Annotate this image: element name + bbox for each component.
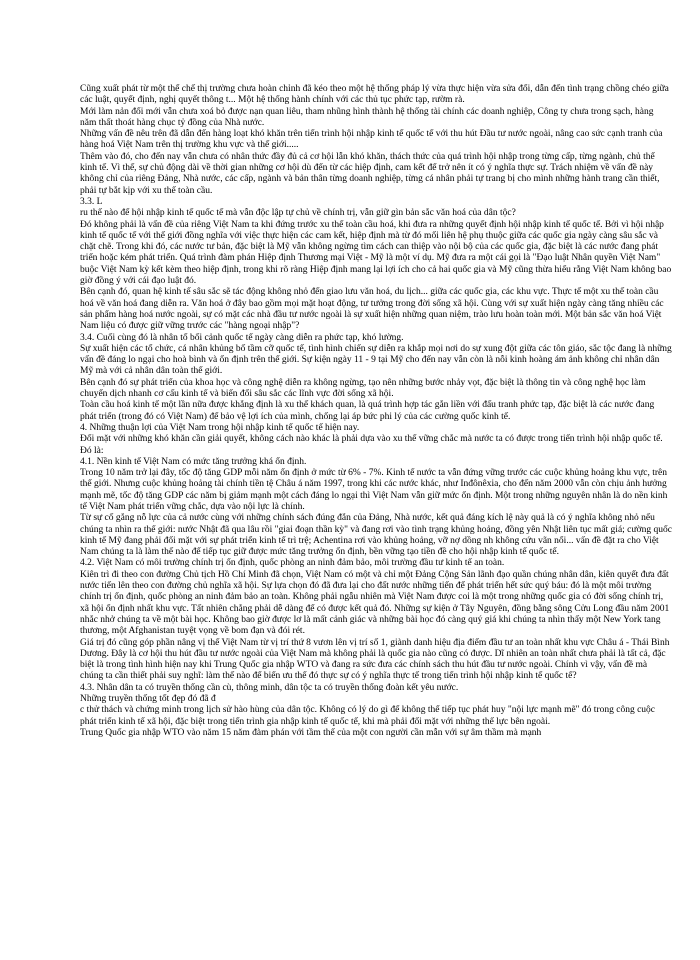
paragraph-6: Đó không phải là vấn đề của riêng Việt Nam ta khi đứng trước xu thế toàn cầu hoá, khi đưa ra những quyết định hội nhập kinh tế quốc tế. Bởi vì hội nhập kinh tế quốc tế với thế giới đồng nghĩa với việc thực hiện các cam kết, hiệp định mà từ đó mối liên hệ phụ thuộc giữa các quốc gia ngày càng sâu sắc và chặt chẽ. Trong khi đó, các nước tư bản, đặc biệt là Mỹ vẫn không ngừng tìm cách can thiệp vào nội bộ của các quốc gia, đặc biệt là các nước đang phát triển hoặc kém phát triển. Quá trình đàm phán Hiệp định Thương mại Việt - Mỹ là một ví dụ. Mỹ đưa ra một cái gọi là "Đạo luật Nhân quyền Việt Nam" buộc Việt Nam kỳ kết kèm theo hiệp định, trong khi rõ ràng Hiệp định mang lại lợi ích cho cả hai quốc gia và Mỹ cũng thừa hiểu rằng Việt Nam không bao giờ đồng ý với cái đạo luật đó.	[80, 219, 672, 287]
paragraph-2: Mới làm nản đối mới vẫn chưa xoá bỏ được nạn quan liêu, tham nhũng hình thành hệ thống tài chính các doanh nghiệp, Công ty chưa trong sạch, hàng năm thất thoát hàng chục tỷ đồng của Nhà nước.	[80, 106, 654, 128]
paragraph-10: Toàn cầu hoá kinh tế một lần nữa được khẳng định là xu thế khách quan, là quá trình hợp tác gắn liền với đấu tranh phức tạp, đặc biệt là các nước đang phát triển (trong đó có Việt Nam) để bảo vệ lợi ích của mình, chống lại áp bức phi lý của các cường quốc kinh tế.	[80, 400, 655, 422]
section-heading-4-3: 4.3. Nhân dân ta có truyền thống cần cù, thông minh, dân tộc ta có truyền thống đoàn kết yêu nước.	[80, 682, 459, 693]
paragraph-1: Cũng xuất phát từ một thể chế thị trường chưa hoàn chỉnh đã kéo theo một hệ thống pháp lý vừa thực hiện vừa sửa đổi, dẫn đến tình trạng chồng chéo giữa các luật, quyết định, nghị quyết thông t... Một hệ thống hành chính với các thủ tục phức tạp, rườm rà.	[80, 84, 669, 106]
paragraph-16: Những truyền thống tốt đẹp đó đã đ	[80, 694, 216, 705]
paragraph-9: Bên cạnh đó sự phát triển của khoa học và công nghệ diễn ra không ngừng, tạo nên những bước nhảy vọt, đặc biệt là thông tin và công nghệ học làm chuyển dịch nhanh cơ cấu kinh tế và biến đổi sâu sắc các lĩnh vực đời sống xã hội.	[80, 377, 646, 400]
paragraph-3: Những vấn đề nêu trên đã dẫn đến hàng loạt khó khăn trên tiến trình hội nhập kinh tế quốc tế với thu hút Đầu tư nước ngoài, nâng cao sức cạnh tranh của hàng hoá Việt Nam trên thị trường khu vực và thế giới.....	[80, 129, 663, 151]
section-heading-4: 4. Những thuận lợi của Việt Nam trong hội nhập kinh tế quốc tế hiện nay.	[80, 422, 360, 433]
paragraph-12: Trong 10 năm trở lại đây, tốc độ tăng GDP mỗi năm ổn định ở mức từ 6% - 7%. Kinh tế nước ta vẫn đứng vững trước các cuộc khủng hoảng khu vực, trên thế giới. Nhưng cuộc khủng hoảng tài chính tiền tệ Châu á năm 1997, trong khi các nước khác, như Inđônêxia, cho đến năm 2000 vẫn còn chịu ảnh hưởng mạnh mẽ, tốc độ tăng GDP các năm bị giảm mạnh một cách đáng lo ngại thì Việt Nam vẫn giữ mức ổn định. Một trong những nguyên nhân là do nền kinh tế Việt Nam phát triển vững chắc, dựa vào nội lực là chính.	[80, 468, 668, 512]
paragraph-8: Sự xuất hiện các tổ chức, cá nhân khủng bố tầm cỡ quốc tế, tình hình chiến sự diễn ra khắp mọi nơi do sự xung đột giữa các tôn giáo, sắc tộc đang là những vấn đề đáng lo ngại cho hoà bình và ổn định trên thế giới. Sự kiện ngày 11 - 9 tại Mỹ cho đến nay vẫn còn là nỗi kinh hoàng ám ảnh không chỉ nhân dân Mỹ mà với cả nhân dân toàn thế giới.	[80, 343, 672, 377]
paragraph-18: Trung Quốc gia nhập WTO vào năm 15 năm đàm phán với tầm thế của một con người cần mẫn với sự âm thầm mà mạnh	[80, 727, 542, 738]
paragraph-7: Bên cạnh đó, quan hệ kinh tế sâu sắc sẽ tác động không nhỏ đến giao lưu văn hoá, du lịch... giữa các quốc gia, các khu vực. Thực tế một xu thế toàn cầu hoá về văn hoá đang diễn ra. Văn hoá ở đây bao gồm mọi mặt hoạt động, tư tưởng trong đời sống xã hội. Cùng với sự xuất hiện ngày càng tăng nhiều các sản phẩm hàng hoá nước ngoài, sự có mặt các nhà đầu tư nước ngoài là sự xuất hiện những quan niệm, trào lưu hoàn toàn mới. Một bản sắc văn hoá Việt Nam liệu có được giữ vững trước các "hàng ngoại nhập"?	[80, 287, 664, 332]
paragraph-13: Từ sự cố gắng nỗ lực của cả nước cùng với những chính sách đúng đắn của Đảng, Nhà nước, kết quả đáng kích lệ này quả là có ý nghĩa không nhỏ nếu chúng ta nhìn ra thế giới: nước Nhật đã qua lâu rồi "giai đoạn thần kỳ" và đang rơi vào tình trạng khủng hoảng, đồng yên Nhật liên tục mất giá; cường quốc kinh tế Mỹ đang phải đối mặt với sự phát triển kinh tế trì trệ; Achentina rơi vào khủng hoảng, vỡ nợ dồng nh không cứu vãn nổi... vấn đề đặt ra cho Việt Nam chúng ta là làm thế nào để tiếp tục giữ được mức tăng trưởng ổn định, bền vững tạo tiền đề cho hội nhập kinh tế quốc tế.	[80, 513, 672, 558]
section-heading-4-1: 4.1. Nền kinh tế Việt Nam có mức tăng trưởng khá ổn định.	[80, 456, 307, 467]
section-heading-4-2: 4.2. Việt Nam có môi trường chính trị ổn định, quốc phòng an ninh đảm bảo, môi trường đầu tư kinh tế an toàn.	[80, 558, 505, 569]
paragraph-15: Giá trị đó cũng góp phần nâng vị thế Việt Nam từ vị trí thứ 8 vươn lên vị trí số 1, giành danh hiệu địa điểm đầu tư an toàn nhất khu vực Châu á - Thái Bình Dương. Đây là cơ hội thu hút đầu tư nước ngoài của Việt Nam mà không phải là quốc gia nào cũng có được. Dĩ nhiên an toàn nhất chưa phải là tất cả, đặc biệt là trong tình hình hiện nay khi Trung Quốc gia nhập WTO và đang ra sức đưa các chính sách thu hút đầu tư nước ngoài. Chính vì vậy, vấn đề mà chúng ta cần thiết phải suy nghĩ: làm thế nào để biến ưu thế đó thực sự có ý nghĩa thực tế trong tiến trình hội nhập kinh tế quốc tế?	[80, 637, 670, 682]
section-heading-3-3: 3.3. L	[80, 196, 103, 207]
paragraph-11: Đối mặt với những khó khăn cần giải quyết, không cách nào khác là phải dựa vào xu thế vững chắc mà nước ta có được trong tiến trình hội nhập quốc tế. Đó là:	[80, 434, 663, 456]
paragraph-17: c thử thách và chứng minh trong lịch sử hào hùng của dân tộc. Không có lý do gì để không thể tiếp tục phát huy "nội lực mạnh mẽ" đó trong công cuộc phát triển kinh tế xã hội, đặc biệt trong tiến trình gia nhập kinh tế quốc tế, khi mà phải đối mặt với những thế lực bên ngoài.	[80, 705, 656, 727]
paragraph-4: Thêm vào đó, cho đến nay vẫn chưa có nhân thức đầy đủ cả cơ hội lẫn khó khăn, thách thức của quá trình hội nhập trong từng cấp, từng ngành, chủ thể kinh tế. Vì thế, sự chủ động dài về thời gian những cơ hội dù đến từ các hiệp định, cam kết để trở nên ít có ý nghĩa thực sự. Trách nhiệm về vấn đề này không chỉ của riêng Đảng, Nhà nước, các cấp, ngành và bản thân từng doanh nghiệp, từng cá nhân phải tự trang bị cho mình những hành trang cần thiết, phải tự bắt kịp với xu thế toàn cầu.	[80, 151, 660, 196]
paragraph-14: Kiên trì đi theo con đường Chủ tịch Hồ Chí Minh đã chọn, Việt Nam có một và chỉ một Đảng Cộng Sản lãnh đạo quần chúng nhân dân, kiên quyết đưa đất nước tiến lên theo con đường chủ nghĩa xã hội. Sự lựa chọn đó đã đưa lại cho đất nước những tiến để phát triển hết sức quý báu: đó là một môi trường chính trị ổn định, quốc phòng an ninh đảm bảo an toàn. Không phải ngẫu nhiên mà Việt Nam được coi là một trong những quốc gia có đời sống chính trị, xã hội ổn định nhất khu vực. Tất nhiên chẳng phải dễ dàng để có được kết quả đó. Những sự kiện ở Tây Nguyên, đồng bằng sông Cửu Long đầu năm 2001 nhắc nhở chúng ta về một bài học. Không bao giờ được lơ là mất cảnh giác và những bài học đó càng quý giá khi chúng ta nhìn thấy một New York tang thương, một Afghanistan tuyệt vọng về bom đạn và đói rét.	[80, 569, 670, 637]
paragraph-5: ru thế nào để hội nhập kinh tế quốc tế mà vẫn độc lập tự chủ về chính trị, vẫn giữ gìn bản sắc văn hoá của dân tộc?	[80, 208, 516, 219]
section-heading-3-4: 3.4. Cuối cùng đó là nhân tố bối cảnh quốc tế ngày càng diễn ra phức tạp, khó lường.	[80, 332, 404, 343]
